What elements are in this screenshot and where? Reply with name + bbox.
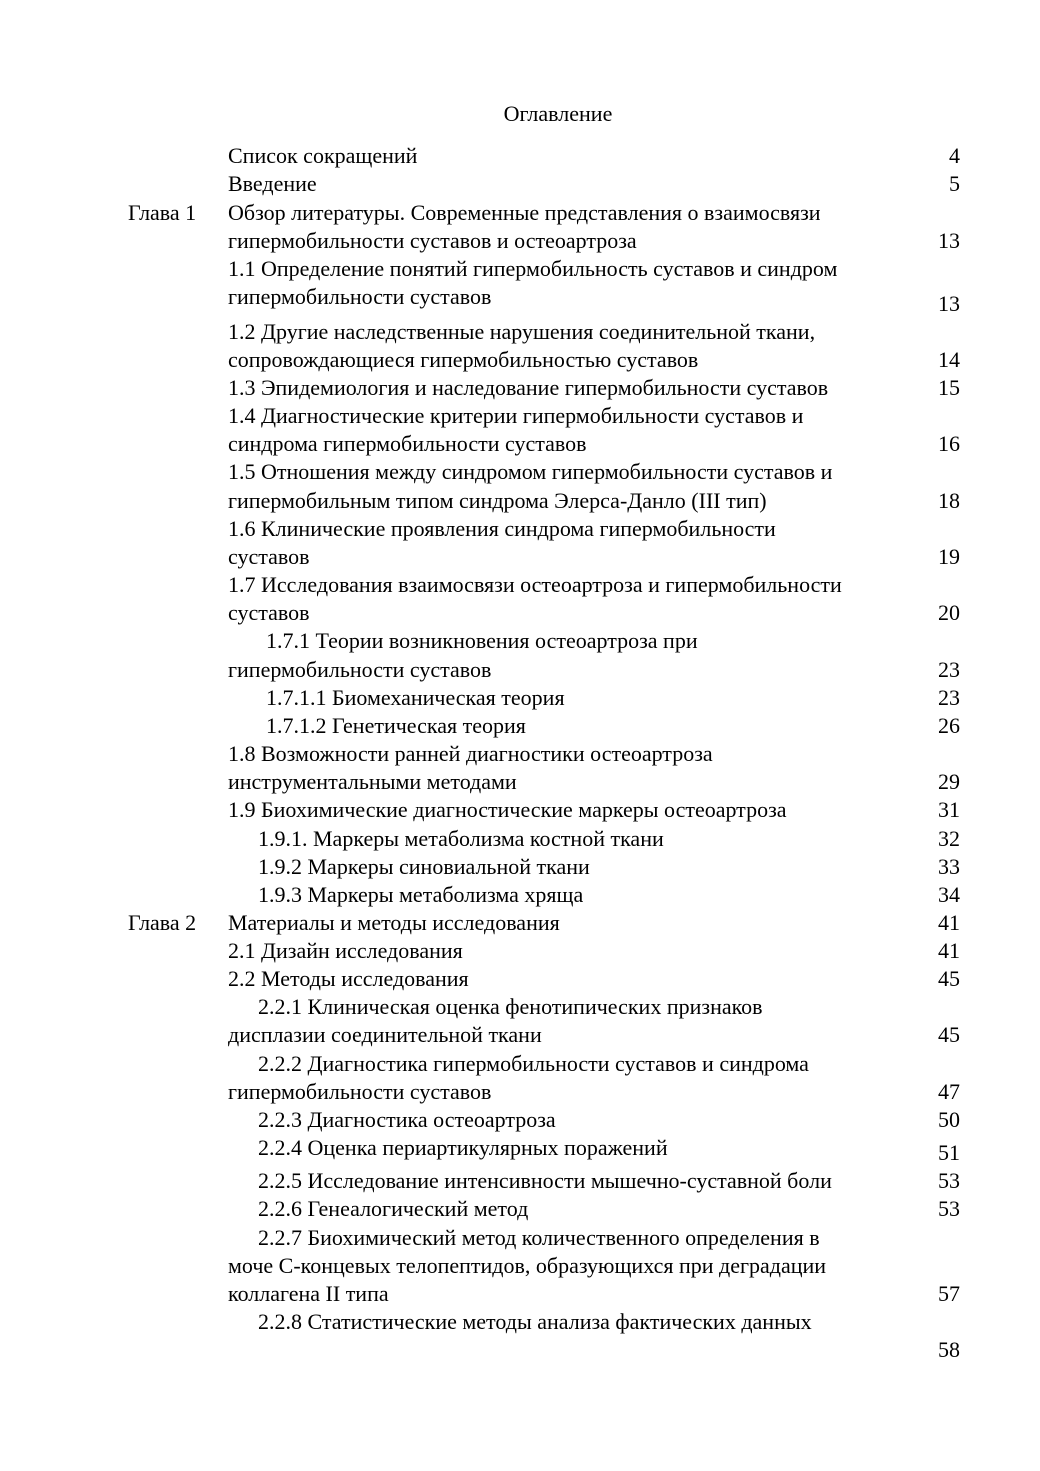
toc-line bbox=[0, 170, 1040, 198]
toc-line bbox=[0, 656, 1040, 684]
toc-line bbox=[0, 1195, 1040, 1223]
toc-entry-text: 1.4 Диагностические критерии гипермобильности суставов и bbox=[228, 403, 804, 428]
toc-entry-text: 1.9 Биохимические диагностические маркеры остеоартроза bbox=[228, 797, 787, 822]
toc-entry-text: гипермобильности суставов bbox=[228, 657, 492, 682]
toc-entry-text: Список сокращений bbox=[228, 143, 418, 168]
page-number: 23 bbox=[938, 657, 960, 682]
toc-line bbox=[0, 993, 1040, 1021]
page-number: 47 bbox=[938, 1079, 960, 1104]
toc-line bbox=[0, 227, 1040, 255]
toc-entry-text: коллагена II типа bbox=[228, 1281, 389, 1306]
toc-entry-text: 1.6 Клинические проявления синдрома гипермобильности bbox=[228, 516, 776, 541]
toc-entry-text: гипермобильности суставов и остеоартроза bbox=[228, 228, 637, 253]
toc-entry-text: 1.1 Определение понятий гипермобильность суставов и синдром bbox=[228, 256, 838, 281]
toc-line bbox=[0, 768, 1040, 796]
toc-line bbox=[0, 290, 1040, 318]
toc-entry-text: 1.3 Эпидемиология и наследование гипермобильности суставов bbox=[228, 375, 829, 400]
toc-line bbox=[0, 881, 1040, 909]
toc-entry-text: 1.7.1.2 Генетическая теория bbox=[266, 713, 526, 738]
page-number: 4 bbox=[949, 143, 960, 168]
toc-line bbox=[0, 627, 1040, 655]
toc-entry-text: 2.2.7 Биохимический метод количественного определения в bbox=[258, 1225, 820, 1250]
toc-entry-text: 2.2.2 Диагностика гипермобильности суставов и синдрома bbox=[258, 1051, 809, 1076]
toc-line bbox=[0, 796, 1040, 824]
toc-entry-text: гипермобильным типом синдрома Элерса-Данло (III тип) bbox=[228, 488, 767, 513]
toc-line bbox=[0, 599, 1040, 627]
toc-line bbox=[0, 1106, 1040, 1134]
toc-entry-text: 1.9.3 Маркеры метаболизма хряща bbox=[258, 882, 584, 907]
chapter-label: Глава 1 bbox=[128, 200, 197, 225]
toc-entry-text: 2.2.4 Оценка периартикулярных поражений bbox=[258, 1135, 668, 1160]
toc-line bbox=[0, 571, 1040, 599]
toc-line bbox=[0, 1224, 1040, 1252]
toc-entry-text: сопровождающиеся гипермобильностью суставов bbox=[228, 347, 699, 372]
toc-line bbox=[0, 402, 1040, 430]
toc-line bbox=[0, 1280, 1040, 1308]
toc-line bbox=[0, 543, 1040, 571]
toc-entry-text: 2.2 Методы исследования bbox=[228, 966, 469, 991]
toc-line bbox=[0, 374, 1040, 402]
toc-line bbox=[0, 1252, 1040, 1280]
page-number: 13 bbox=[938, 228, 960, 253]
toc-line bbox=[0, 1021, 1040, 1049]
toc-line bbox=[0, 515, 1040, 543]
toc-line bbox=[0, 1336, 1040, 1364]
toc-line bbox=[0, 712, 1040, 740]
page-number: 13 bbox=[938, 291, 960, 316]
page-number: 29 bbox=[938, 769, 960, 794]
toc-entry-text: 1.5 Отношения между синдромом гипермобильности суставов и bbox=[228, 459, 833, 484]
toc-entry-text: 1.7.1.1 Биомеханическая теория bbox=[266, 685, 565, 710]
toc-line bbox=[0, 684, 1040, 712]
toc-line bbox=[0, 318, 1040, 346]
toc-entry-text: гипермобильности суставов bbox=[228, 1079, 492, 1104]
toc-entry-text: 1.7.1 Теории возникновения остеоартроза при bbox=[266, 628, 698, 653]
toc-line bbox=[0, 937, 1040, 965]
page-number: 45 bbox=[938, 1022, 960, 1047]
chapter-label: Глава 2 bbox=[128, 910, 197, 935]
toc-line bbox=[0, 1078, 1040, 1106]
toc-line bbox=[0, 346, 1040, 374]
page-number: 34 bbox=[938, 882, 960, 907]
page-number: 14 bbox=[938, 347, 960, 372]
toc-entry-text: Обзор литературы. Современные представления о взаимосвязи bbox=[228, 200, 821, 225]
toc-line bbox=[0, 853, 1040, 881]
page-number: 26 bbox=[938, 713, 960, 738]
page-number: 15 bbox=[938, 375, 960, 400]
toc-entry-text: 2.2.5 Исследование интенсивности мышечно-суставной боли bbox=[258, 1168, 832, 1193]
page-number: 51 bbox=[938, 1140, 960, 1165]
page-number: 53 bbox=[938, 1196, 960, 1221]
page-number: 33 bbox=[938, 854, 960, 879]
toc-entry-text: 2.2.8 Статистические методы анализа фактических данных bbox=[258, 1309, 812, 1334]
toc-line bbox=[0, 825, 1040, 853]
toc-title: Оглавление bbox=[503, 101, 613, 126]
toc-line bbox=[0, 740, 1040, 768]
toc-line bbox=[0, 1167, 1040, 1195]
toc-entry-text: гипермобильности суставов bbox=[228, 284, 492, 309]
page-number: 41 bbox=[938, 910, 960, 935]
toc-entry-text: 2.2.1 Клиническая оценка фенотипических признаков bbox=[258, 994, 763, 1019]
page-number: 31 bbox=[938, 797, 960, 822]
toc-line bbox=[0, 255, 1040, 283]
toc-entry-text: Материалы и методы исследования bbox=[228, 910, 560, 935]
toc-entry-text: 2.2.3 Диагностика остеоартроза bbox=[258, 1107, 556, 1132]
page-number: 23 bbox=[938, 685, 960, 710]
toc-line bbox=[0, 430, 1040, 458]
toc-entry-text: 2.1 Дизайн исследования bbox=[228, 938, 463, 963]
toc-entry-text: 1.2 Другие наследственные нарушения соединительной ткани, bbox=[228, 319, 816, 344]
toc-entry-text: 1.7 Исследования взаимосвязи остеоартроза и гипермобильности bbox=[228, 572, 842, 597]
toc-line bbox=[0, 909, 1040, 937]
page-number: 20 bbox=[938, 600, 960, 625]
toc-entry-text: суставов bbox=[228, 544, 310, 569]
toc-entry-text: 1.9.1. Маркеры метаболизма костной ткани bbox=[258, 826, 664, 851]
page-number: 57 bbox=[938, 1281, 960, 1306]
toc-entry-text: синдрома гипермобильности суставов bbox=[228, 431, 587, 456]
toc-line bbox=[0, 142, 1040, 170]
toc-entry-text: 2.2.6 Генеалогический метод bbox=[258, 1196, 529, 1221]
page-number: 53 bbox=[938, 1168, 960, 1193]
page-number: 41 bbox=[938, 938, 960, 963]
page-number: 5 bbox=[949, 171, 960, 196]
toc-entry-text: 1.9.2 Маркеры синовиальной ткани bbox=[258, 854, 590, 879]
page-number: 16 bbox=[938, 431, 960, 456]
page-number: 32 bbox=[938, 826, 960, 851]
toc-entry-text: 1.8 Возможности ранней диагностики остеоартроза bbox=[228, 741, 713, 766]
toc-line bbox=[0, 965, 1040, 993]
toc-entry-text: моче С-концевых телопептидов, образующихся при деградации bbox=[228, 1253, 827, 1278]
toc-line bbox=[0, 1139, 1040, 1167]
toc-line bbox=[0, 487, 1040, 515]
page-number: 50 bbox=[938, 1107, 960, 1132]
toc-line bbox=[0, 1308, 1040, 1336]
toc-entry-text: инструментальными методами bbox=[228, 769, 517, 794]
page-number: 19 bbox=[938, 544, 960, 569]
toc-line bbox=[0, 1050, 1040, 1078]
page-number: 58 bbox=[938, 1337, 960, 1362]
toc-line bbox=[0, 199, 1040, 227]
page-number: 18 bbox=[938, 488, 960, 513]
toc-entry-text: суставов bbox=[228, 600, 310, 625]
toc-entry-text: дисплазии соединительной ткани bbox=[228, 1022, 542, 1047]
page-number: 45 bbox=[938, 966, 960, 991]
toc-entry-text: Введение bbox=[228, 171, 317, 196]
toc-line bbox=[0, 458, 1040, 486]
